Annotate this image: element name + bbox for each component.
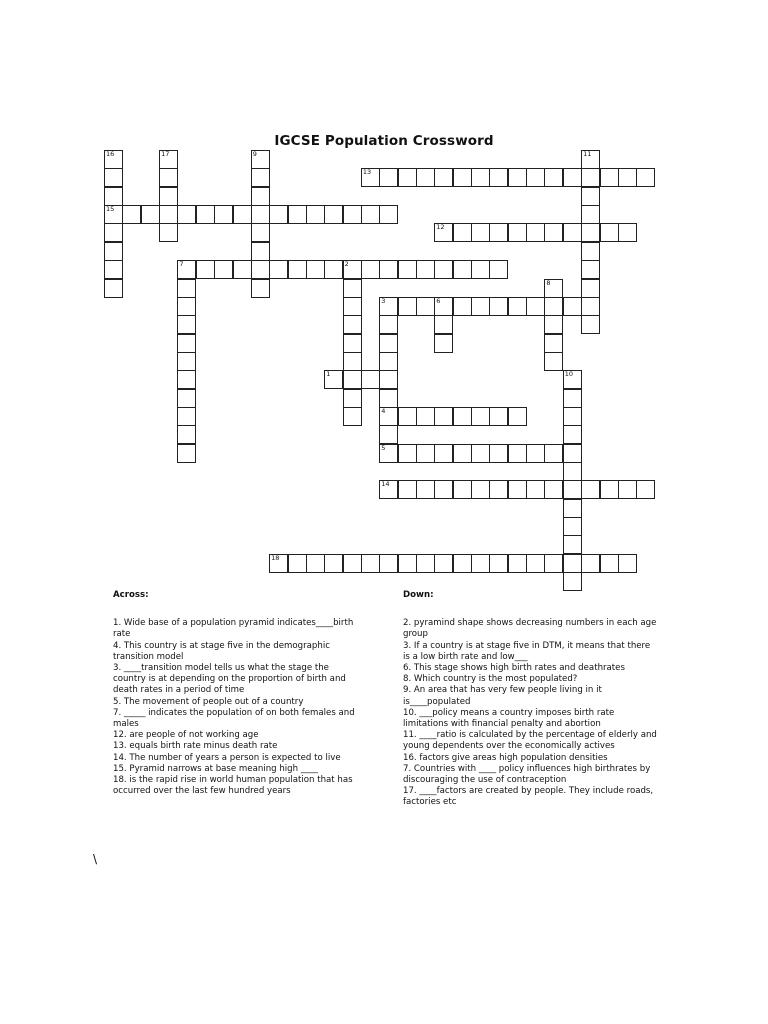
clue-number: 8 [546,278,551,287]
grid-cell[interactable] [251,223,270,242]
grid-cell[interactable] [177,425,196,444]
grid-cell[interactable] [434,260,453,279]
grid-cell[interactable] [508,407,527,426]
clue-number: 9 [252,150,257,158]
grid-cell[interactable] [544,315,563,334]
grid-cell[interactable] [343,352,362,371]
grid-cell[interactable] [434,168,453,187]
grid-cell[interactable] [214,260,233,279]
grid-cell[interactable] [104,223,123,242]
grid-cell[interactable] [563,425,582,444]
grid-cell[interactable] [379,407,398,426]
down-clue: 11. ____ratio is calculated by the percentage of elderly and young dependents over the economically actives [403,730,657,752]
clue-number: 16 [106,150,115,158]
grid-cell[interactable] [288,205,307,224]
grid-cell[interactable] [306,205,325,224]
grid-cell[interactable] [379,315,398,334]
grid-cell[interactable] [434,444,453,463]
grid-cell[interactable] [379,260,398,279]
grid-cell[interactable] [214,205,233,224]
grid-cell[interactable] [159,223,178,242]
grid-cell[interactable] [563,223,582,242]
grid-cell[interactable] [489,260,508,279]
grid-cell[interactable] [581,187,600,206]
grid-cell[interactable] [379,425,398,444]
grid-cell[interactable] [434,554,453,573]
across-clue: 4. This country is at stage five in the demographic transition model [113,640,330,662]
grid-cell[interactable] [471,260,490,279]
grid-cell[interactable] [288,260,307,279]
grid-cell[interactable] [379,444,398,463]
clue-number: 3 [381,296,386,305]
grid-cell[interactable] [544,480,563,499]
grid-cell[interactable] [361,260,380,279]
down-clue: 3. If a country is at stage five in DTM, it means that there is a low birth rate and low___ [403,640,651,662]
grid-cell[interactable] [177,444,196,463]
grid-cell[interactable] [306,260,325,279]
grid-cell[interactable] [508,297,527,316]
grid-cell[interactable] [489,480,508,499]
grid-cell[interactable] [563,554,582,573]
grid-cell[interactable] [251,242,270,261]
across-clue: 14. The number of years a person is expected to live [113,752,341,763]
grid-cell[interactable] [453,168,472,187]
grid-cell[interactable] [636,168,655,187]
grid-cell[interactable] [343,334,362,353]
across-heading: Across: [113,590,149,600]
grid-cell[interactable] [251,279,270,298]
grid-cell[interactable] [489,297,508,316]
across-clue: 15. Pyramid narrows at base meaning high ____ [113,763,318,774]
grid-cell[interactable] [177,260,196,279]
grid-cell[interactable] [177,370,196,389]
grid-cell[interactable] [471,223,490,242]
grid-cell[interactable] [581,297,600,316]
across-clue: 5. The movement of people out of a country [113,696,304,707]
grid-cell[interactable] [526,444,545,463]
grid-cell[interactable] [600,168,619,187]
grid-cell[interactable] [324,205,343,224]
grid-cell[interactable] [251,168,270,187]
down-clue: 7. Countries with ____ policy influences high birthrates by discouraging the use of contraception [403,763,651,786]
grid-cell[interactable] [159,168,178,187]
clue-number: 12 [436,223,445,232]
grid-cell[interactable] [563,517,582,536]
grid-cell[interactable] [379,480,398,499]
grid-cell[interactable] [453,297,472,316]
clue-number: 17 [161,150,170,158]
grid-cell[interactable] [453,223,472,242]
grid-cell[interactable] [434,480,453,499]
grid-cell[interactable] [104,260,123,279]
grid-cell[interactable] [361,168,380,187]
grid-cell[interactable] [104,279,123,298]
grid-cell[interactable] [563,462,582,481]
grid-cell[interactable] [159,205,178,224]
grid-cell[interactable] [324,370,343,389]
grid-cell[interactable] [398,480,417,499]
grid-cell[interactable] [269,205,288,224]
across-clue: 7. _____ indicates the population of on both females and males [113,707,355,730]
clue-number: 13 [362,168,372,177]
grid-cell[interactable] [581,242,600,261]
grid-cell[interactable] [269,260,288,279]
grid-cell[interactable] [489,223,508,242]
grid-cell[interactable] [581,168,600,187]
grid-cell[interactable] [544,334,563,353]
clue-number: 15 [106,205,115,214]
grid-cell[interactable] [471,444,490,463]
clue-number: 1 [326,370,331,379]
grid-cell[interactable] [526,168,545,187]
grid-cell[interactable] [618,223,637,242]
down-clue: 9. An area that has very few people living in it is____populated [403,685,602,707]
grid-cell[interactable] [563,389,582,408]
grid-cell[interactable] [563,297,582,316]
grid-cell[interactable] [233,205,252,224]
grid-cell[interactable] [471,480,490,499]
grid-cell[interactable] [508,554,527,573]
clue-number: 18 [271,553,280,562]
clue-number: 11 [583,150,592,158]
down-clues-column [403,590,658,809]
grid-cell[interactable] [104,168,123,187]
grid-cell[interactable] [489,444,508,463]
grid-cell[interactable] [526,480,545,499]
grid-cell[interactable] [398,297,417,316]
clue-number: 7 [179,260,184,269]
down-clue: 2. pyramind shape shows decreasing numbers in each age group [403,618,657,640]
grid-cell[interactable] [379,168,398,187]
grid-cell[interactable] [489,407,508,426]
clue-number: 5 [381,443,386,452]
grid-cell[interactable] [159,150,178,169]
across-clue: 3. ____transition model tells us what the stage the country is at depending on the proportion of birth and death rates in a period of time [113,663,346,696]
grid-cell[interactable] [251,205,270,224]
grid-cell[interactable] [398,554,417,573]
grid-cell[interactable] [343,205,362,224]
clue-number: 10 [564,370,574,379]
grid-cell[interactable] [581,554,600,573]
grid-cell[interactable] [251,260,270,279]
grid-cell[interactable] [379,352,398,371]
grid-cell[interactable] [563,499,582,518]
grid-cell[interactable] [104,242,123,261]
grid-cell[interactable] [343,554,362,573]
grid-cell[interactable] [343,297,362,316]
grid-cell[interactable] [379,389,398,408]
grid-cell[interactable] [489,554,508,573]
grid-cell[interactable] [563,572,582,591]
grid-cell[interactable] [416,480,435,499]
grid-cell[interactable] [526,223,545,242]
grid-cell[interactable] [581,315,600,334]
down-heading: Down: [403,590,434,600]
grid-cell[interactable] [177,315,196,334]
grid-cell[interactable] [563,370,582,389]
grid-cell[interactable] [453,554,472,573]
grid-cell[interactable] [544,352,563,371]
grid-cell[interactable] [563,407,582,426]
grid-cell[interactable] [600,223,619,242]
grid-cell[interactable] [251,150,270,169]
grid-cell[interactable] [343,279,362,298]
down-clue: 16. factors give areas high population densities [403,752,608,763]
grid-cell[interactable] [141,205,160,224]
grid-cell[interactable] [324,260,343,279]
across-clue: 1. Wide base of a population pyramid indicates____birth rate [113,618,354,640]
clue-number: 2 [344,260,349,269]
across-clue: 18. is the rapid rise in world human population that has occurred over the last few hundred years [113,775,353,797]
grid-cell[interactable] [177,352,196,371]
grid-cell[interactable] [508,480,527,499]
grid-cell[interactable] [288,554,307,573]
grid-cell[interactable] [379,554,398,573]
grid-cell[interactable] [416,444,435,463]
grid-cell[interactable] [398,407,417,426]
grid-cell[interactable] [581,279,600,298]
grid-cell[interactable] [581,480,600,499]
page-title: IGCSE Population Crossword [274,133,494,149]
grid-cell[interactable] [471,554,490,573]
down-clue: 10. ___policy means a country imposes birth rate limitations with financial penalty and abortion [403,707,615,730]
grid-cell[interactable] [416,297,435,316]
grid-cell[interactable] [544,168,563,187]
grid-cell[interactable] [526,554,545,573]
down-clue: 8. Which country is the most populated? [403,674,578,685]
grid-cell[interactable] [563,480,582,499]
grid-cell[interactable] [398,168,417,187]
grid-cell[interactable] [196,260,215,279]
grid-cell[interactable] [379,297,398,316]
grid-cell[interactable] [600,554,619,573]
grid-cell[interactable] [104,187,123,206]
across-clue: 12. are people of not working age [113,730,259,741]
grid-cell[interactable] [361,205,380,224]
grid-cell[interactable] [618,168,637,187]
grid-cell[interactable] [508,168,527,187]
clue-number: 4 [381,406,386,415]
grid-cell[interactable] [324,554,343,573]
grid-cell[interactable] [343,407,362,426]
grid-cell[interactable] [526,297,545,316]
grid-cell[interactable] [508,444,527,463]
grid-cell[interactable] [563,168,582,187]
grid-cell[interactable] [379,370,398,389]
grid-cell[interactable] [416,168,435,187]
grid-cell[interactable] [269,554,288,573]
grid-cell[interactable] [434,407,453,426]
grid-cell[interactable] [544,444,563,463]
grid-cell[interactable] [544,554,563,573]
grid-cell[interactable] [618,480,637,499]
grid-cell[interactable] [453,260,472,279]
grid-cell[interactable] [104,205,123,224]
grid-cell[interactable] [434,334,453,353]
grid-cell[interactable] [343,260,362,279]
grid-cell[interactable] [416,554,435,573]
grid-cell[interactable] [508,223,527,242]
grid-cell[interactable] [416,407,435,426]
grid-cell[interactable] [306,554,325,573]
grid-cell[interactable] [177,279,196,298]
grid-cell[interactable] [398,444,417,463]
grid-cell[interactable] [251,187,270,206]
grid-cell[interactable] [453,444,472,463]
grid-cell[interactable] [343,370,362,389]
down-clue: 6. This stage shows high birth rates and deathrates [403,663,625,674]
grid-cell[interactable] [177,297,196,316]
stray-backslash-mark: \ [93,852,98,866]
across-clue-list [113,618,363,797]
grid-cell[interactable] [434,315,453,334]
across-clues-column [113,590,363,797]
grid-cell[interactable] [361,554,380,573]
grid-cell[interactable] [563,444,582,463]
grid-cell[interactable] [159,187,178,206]
grid-cell[interactable] [379,334,398,353]
down-clue: 17. ____factors are created by people. They include roads, factories etc [403,786,654,808]
grid-cell[interactable] [434,223,453,242]
grid-cell[interactable] [177,334,196,353]
grid-cell[interactable] [434,297,453,316]
grid-cell[interactable] [196,205,215,224]
grid-cell[interactable] [177,389,196,408]
grid-cell[interactable] [453,480,472,499]
grid-cell[interactable] [104,150,123,169]
grid-cell[interactable] [471,407,490,426]
grid-cell[interactable] [581,223,600,242]
grid-cell[interactable] [453,407,472,426]
grid-cell[interactable] [489,168,508,187]
grid-cell[interactable] [343,389,362,408]
grid-cell[interactable] [618,554,637,573]
grid-cell[interactable] [471,297,490,316]
across-clue: 13. equals birth rate minus death rate [113,741,278,752]
grid-cell[interactable] [177,407,196,426]
grid-cell[interactable] [416,260,435,279]
grid-cell[interactable] [122,205,141,224]
grid-cell[interactable] [636,480,655,499]
grid-cell[interactable] [581,205,600,224]
grid-cell[interactable] [379,205,398,224]
grid-cell[interactable] [398,260,417,279]
grid-cell[interactable] [471,168,490,187]
down-clue-list [403,618,658,808]
grid-cell[interactable] [544,297,563,316]
clue-number: 14 [381,480,390,489]
clue-number: 6 [436,296,441,305]
grid-cell[interactable] [581,260,600,279]
grid-cell[interactable] [361,370,380,389]
grid-cell[interactable] [343,315,362,334]
grid-cell[interactable] [233,260,252,279]
grid-cell[interactable] [600,480,619,499]
grid-cell[interactable] [563,535,582,554]
grid-cell[interactable] [177,205,196,224]
grid-cell[interactable] [544,223,563,242]
grid-cell[interactable] [544,279,563,298]
grid-cell[interactable] [581,150,600,169]
